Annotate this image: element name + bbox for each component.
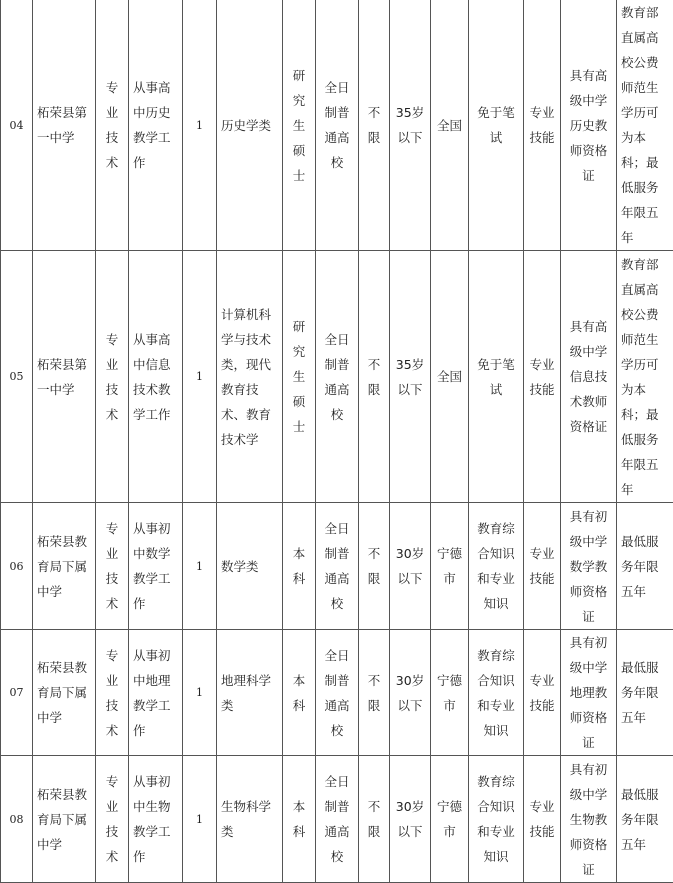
- recruitment-region: 宁德市: [431, 756, 469, 883]
- job-description: 从事初中地理教学工作: [129, 630, 183, 756]
- practical-test: 专业技能: [524, 251, 561, 503]
- employer-unit: 柘荣县教育局下属中学: [33, 630, 96, 756]
- practical-test: 专业技能: [524, 630, 561, 756]
- notes: 教育部直属高校公费师范生学历可为本科；最低服务年限五年: [617, 251, 673, 503]
- position-category: 专业技术: [96, 0, 129, 251]
- employer-unit: 柘荣县教育局下属中学: [33, 503, 96, 630]
- hire-count: 1: [183, 0, 217, 251]
- age-requirement: 35岁以下: [390, 251, 431, 503]
- practical-test: 专业技能: [524, 503, 561, 630]
- study-mode: 全日制普通高校: [316, 630, 359, 756]
- position-number: 04: [1, 0, 33, 251]
- position-number: 07: [1, 630, 33, 756]
- notes: 最低服务年限五年: [617, 756, 673, 883]
- position-category: 专业技术: [96, 251, 129, 503]
- age-requirement: 30岁以下: [390, 630, 431, 756]
- major-requirement: 生物科学类: [217, 756, 283, 883]
- notes: 教育部直属高校公费师范生学历可为本科；最低服务年限五年: [617, 0, 673, 251]
- major-requirement: 数学类: [217, 503, 283, 630]
- gender-requirement: 不限: [359, 630, 390, 756]
- position-number: 06: [1, 503, 33, 630]
- age-requirement: 30岁以下: [390, 503, 431, 630]
- employer-unit: 柘荣县第一中学: [33, 251, 96, 503]
- position-category: 专业技术: [96, 503, 129, 630]
- age-requirement: 35岁以下: [390, 0, 431, 251]
- notes: 最低服务年限五年: [617, 630, 673, 756]
- major-requirement: 历史学类: [217, 0, 283, 251]
- gender-requirement: 不限: [359, 756, 390, 883]
- study-mode: 全日制普通高校: [316, 251, 359, 503]
- gender-requirement: 不限: [359, 0, 390, 251]
- major-requirement: 计算机科学与技术类，现代教育技术、教育技术学: [217, 251, 283, 503]
- written-exam: 教育综合知识和专业知识: [469, 756, 524, 883]
- job-description: 从事初中生物教学工作: [129, 756, 183, 883]
- qualification-requirement: 具有高级中学历史教师资格证: [561, 0, 617, 251]
- position-category: 专业技术: [96, 756, 129, 883]
- table-row: [1, 503, 673, 630]
- hire-count: 1: [183, 251, 217, 503]
- position-number: 08: [1, 756, 33, 883]
- written-exam: 教育综合知识和专业知识: [469, 503, 524, 630]
- recruitment-region: 全国: [431, 0, 469, 251]
- qualification-requirement: 具有初级中学数学教师资格证: [561, 503, 617, 630]
- education-requirement: 本科: [283, 503, 316, 630]
- major-requirement: 地理科学类: [217, 630, 283, 756]
- job-description: 从事初中数学教学工作: [129, 503, 183, 630]
- hire-count: 1: [183, 630, 217, 756]
- study-mode: 全日制普通高校: [316, 756, 359, 883]
- study-mode: 全日制普通高校: [316, 503, 359, 630]
- hire-count: 1: [183, 756, 217, 883]
- recruitment-region: 宁德市: [431, 503, 469, 630]
- qualification-requirement: 具有高级中学信息技术教师资格证: [561, 251, 617, 503]
- employer-unit: 柘荣县第一中学: [33, 0, 96, 251]
- study-mode: 全日制普通高校: [316, 0, 359, 251]
- job-description: 从事高中历史教学工作: [129, 0, 183, 251]
- qualification-requirement: 具有初级中学地理教师资格证: [561, 630, 617, 756]
- written-exam: 免于笔试: [469, 251, 524, 503]
- education-requirement: 本科: [283, 756, 316, 883]
- age-requirement: 30岁以下: [390, 756, 431, 883]
- education-requirement: 研究生硕士: [283, 251, 316, 503]
- qualification-requirement: 具有初级中学生物教师资格证: [561, 756, 617, 883]
- written-exam: 教育综合知识和专业知识: [469, 630, 524, 756]
- table-row: [1, 630, 673, 756]
- position-number: 05: [1, 251, 33, 503]
- recruitment-region: 全国: [431, 251, 469, 503]
- employer-unit: 柘荣县教育局下属中学: [33, 756, 96, 883]
- hire-count: 1: [183, 503, 217, 630]
- table-row: [1, 251, 673, 503]
- gender-requirement: 不限: [359, 251, 390, 503]
- job-description: 从事高中信息技术教学工作: [129, 251, 183, 503]
- gender-requirement: 不限: [359, 503, 390, 630]
- written-exam: 免于笔试: [469, 0, 524, 251]
- practical-test: 专业技能: [524, 0, 561, 251]
- recruitment-region: 宁德市: [431, 630, 469, 756]
- education-requirement: 本科: [283, 630, 316, 756]
- position-category: 专业技术: [96, 630, 129, 756]
- table-row: [1, 756, 673, 883]
- practical-test: 专业技能: [524, 756, 561, 883]
- table-row: [1, 0, 673, 251]
- education-requirement: 研究生硕士: [283, 0, 316, 251]
- notes: 最低服务年限五年: [617, 503, 673, 630]
